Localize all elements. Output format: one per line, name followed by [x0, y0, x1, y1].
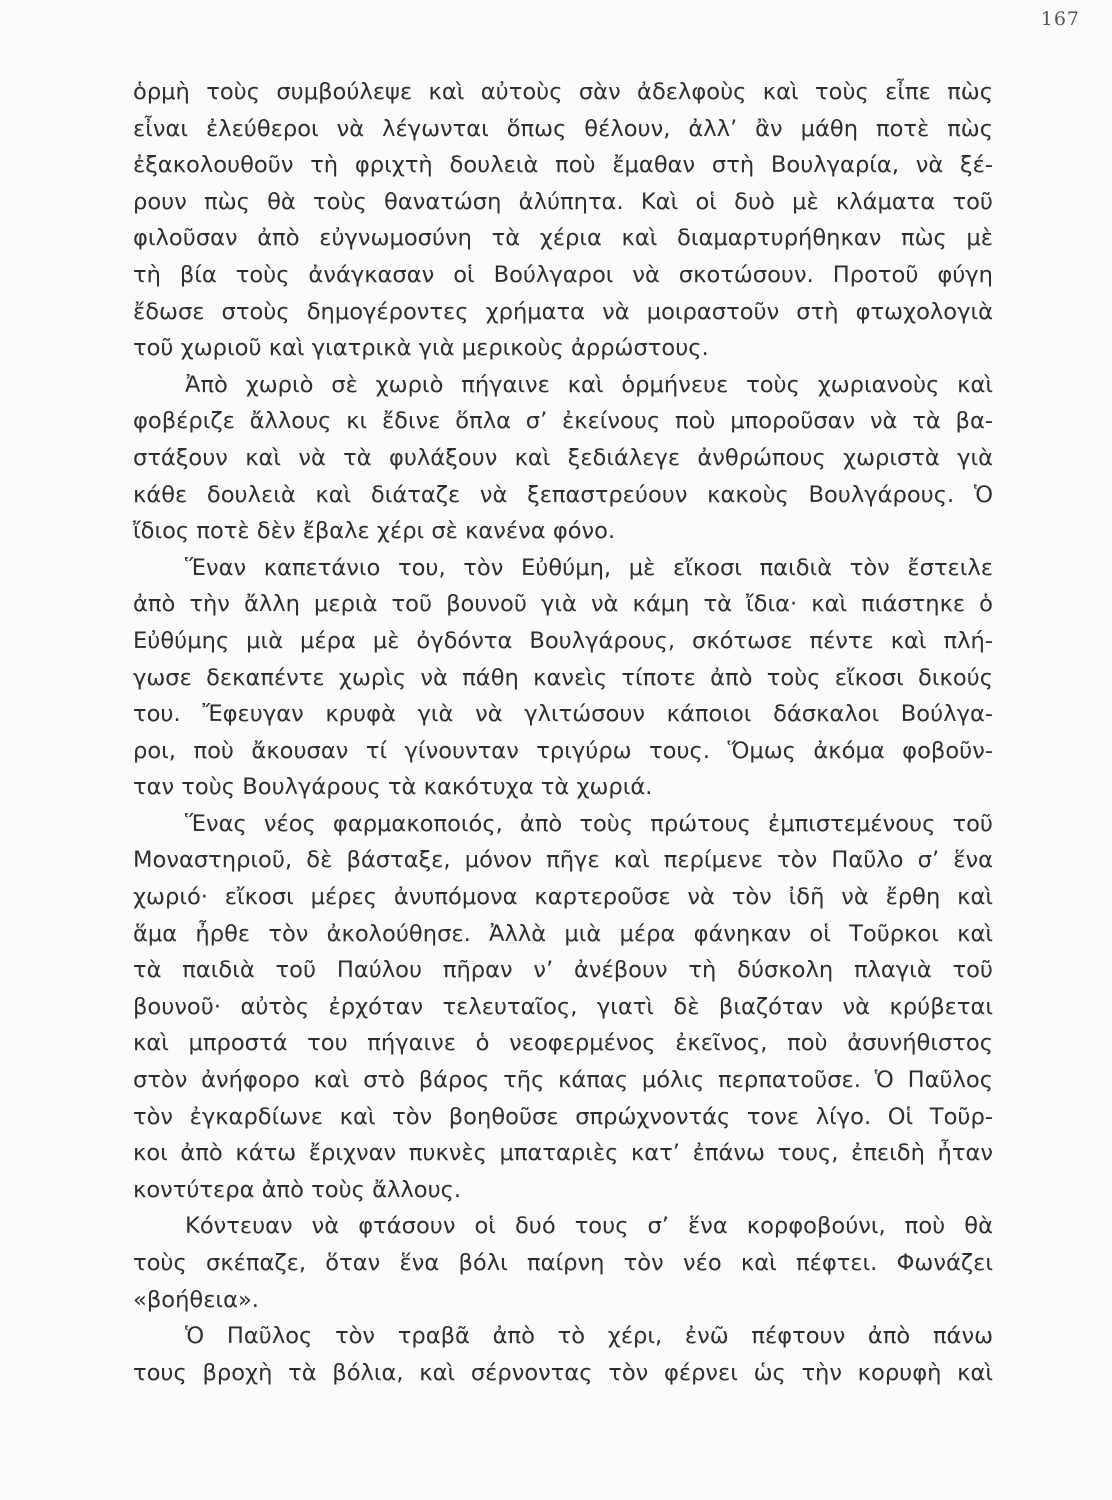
text-line: στὸν ἀνήφορο καὶ στὸ βάρος τῆς κάπας μόλις περπατοῦσε. Ὁ Παῦλος [133, 1067, 993, 1094]
text-line: φοβέριζε ἄλλους κι ἔδινε ὅπλα σ’ ἐκείνους ποὺ μποροῦσαν νὰ τὰ βα- [133, 408, 993, 435]
text-line: Ἕνας νέος φαρμακοποιός, ἀπὸ τοὺς πρώτους ἐμπιστεμένους τοῦ [185, 810, 993, 837]
body-text [133, 74, 993, 1391]
text-line: ἀπὸ τὴν ἄλλη μεριὰ τοῦ βουνοῦ γιὰ νὰ κάμη τὰ ἴδια· καὶ πιάστηκε ὁ [133, 591, 993, 618]
text-line: καὶ μπροστά του πήγαινε ὁ νεοφερμένος ἐκεῖνος, ποὺ ἀσυνήθιστος [133, 1030, 993, 1057]
text-line: χωριό· εἴκοσι μέρες ἀνυπόμονα καρτεροῦσε νὰ τὸν ἰδῆ νὰ ἔρθη καὶ [133, 884, 993, 911]
text-line: ἅμα ἦρθε τὸν ἀκολούθησε. Ἀλλὰ μιὰ μέρα φάνηκαν οἱ Τοῦρκοι καὶ [133, 920, 993, 947]
text-line: Ἕναν καπετάνιο του, τὸν Εὐθύμη, μὲ εἴκοσι παιδιὰ τὸν ἔστειλε [185, 554, 993, 581]
text-line: ροι, ποὺ ἄκουσαν τί γίνουνταν τριγύρω τους. Ὅμως ἀκόμα φοβοῦν- [133, 737, 993, 764]
text-line: φιλοῦσαν ἀπὸ εὐγνωμοσύνη τὰ χέρια καὶ διαμαρτυρήθηκαν πὼς μὲ [133, 225, 993, 252]
text-line: βουνοῦ· αὐτὸς ἐρχόταν τελευταῖος, γιατὶ δὲ βιαζόταν νὰ κρύβεται [133, 993, 993, 1020]
text-line: ἴδιος ποτὲ δὲν ἔβαλε χέρι σὲ κανένα φόνο. [133, 518, 616, 545]
text-line: Ὁ Παῦλος τὸν τραβᾶ ἀπὸ τὸ χέρι, ἐνῶ πέφτουν ἀπὸ πάνω [185, 1323, 993, 1350]
text-line: τὸν ἐγκαρδίωνε καὶ τὸν βοηθοῦσε σπρώχνοντάς τονε λίγο. Οἱ Τοῦρ- [133, 1103, 993, 1130]
text-line: Ἀπὸ χωριὸ σὲ χωριὸ πήγαινε καὶ ὁρμήνευε τοὺς χωριανοὺς καὶ [185, 371, 993, 398]
text-line: «βοήθεια». [133, 1286, 259, 1313]
text-line: Κόντευαν νὰ φτάσουν οἱ δυό τους σ’ ἕνα κορφοβούνι, ποὺ θὰ [185, 1213, 993, 1240]
text-line: τους βροχὴ τὰ βόλια, καὶ σέρνοντας τὸν φέρνει ὡς τὴν κορυφὴ καὶ [133, 1359, 993, 1386]
text-line: στάξουν καὶ νὰ τὰ φυλάξουν καὶ ξεδιάλεγε ἀνθρώπους χωριστὰ γιὰ [133, 444, 993, 471]
text-line: κάθε δουλειὰ καὶ διάταζε νὰ ξεπαστρεύουν κακοὺς Βουλγάρους. Ὁ [133, 481, 993, 508]
text-line: τὴ βία τοὺς ἀνάγκασαν οἱ Βούλγαροι νὰ σκοτώσουν. Προτοῦ φύγη [133, 261, 993, 288]
text-line: κοντύτερα ἀπὸ τοὺς ἄλλους. [133, 1176, 462, 1203]
text-line: ἔδωσε στοὺς δημογέροντες χρήματα νὰ μοιραστοῦν στὴ φτωχολογιὰ [133, 298, 993, 325]
text-line: εἶναι ἐλεύθεροι νὰ λέγωνται ὅπως θέλουν, ἀλλ’ ἂν μάθη ποτὲ πὼς [133, 115, 993, 142]
page-number: 167 [1040, 8, 1080, 30]
text-line: γωσε δεκαπέντε χωρὶς νὰ πάθη κανεὶς τίποτε ἀπὸ τοὺς εἴκοσι δικούς [133, 664, 993, 691]
text-line: τὰ παιδιὰ τοῦ Παύλου πῆραν ν’ ἀνέβουν τὴ δύσκολη πλαγιὰ τοῦ [133, 957, 993, 984]
text-line: Εὐθύμης μιὰ μέρα μὲ ὀγδόντα Βουλγάρους, σκότωσε πέντε καὶ πλή- [133, 627, 993, 654]
text-line: ρουν πὼς θὰ τοὺς θανατώση ἀλύπητα. Καὶ οἱ δυὸ μὲ κλάματα τοῦ [133, 188, 993, 215]
text-line: τοῦ χωριοῦ καὶ γιατρικὰ γιὰ μερικοὺς ἀρρώστους. [133, 335, 709, 362]
text-line: ταν τοὺς Βουλγάρους τὰ κακότυχα τὰ χωριά. [133, 774, 653, 801]
text-line: τοὺς σκέπαζε, ὅταν ἕνα βόλι παίρνη τὸν νέο καὶ πέφτει. Φωνάζει [133, 1250, 993, 1276]
text-line: ὁρμὴ τοὺς συμβούλεψε καὶ αὐτοὺς σὰν ἀδελφοὺς καὶ τοὺς εἶπε πὼς [133, 79, 993, 105]
text-line: Μοναστηριοῦ, δὲ βάσταξε, μόνον πῆγε καὶ περίμενε τὸν Παῦλο σ’ ἕνα [133, 847, 993, 874]
text-line: ἐξακολουθοῦν τὴ φριχτὴ δουλειὰ ποὺ ἔμαθαν στὴ Βουλγαρία, νὰ ξέ- [133, 152, 993, 179]
text-line: κοι ἀπὸ κάτω ἔριχναν πυκνὲς μπαταριὲς κατ’ ἐπάνω τους, ἐπειδὴ ἦταν [133, 1140, 993, 1167]
text-line: του. Ἔφευγαν κρυφὰ γιὰ νὰ γλιτώσουν κάποιοι δάσκαλοι Βούλγα- [133, 701, 993, 728]
